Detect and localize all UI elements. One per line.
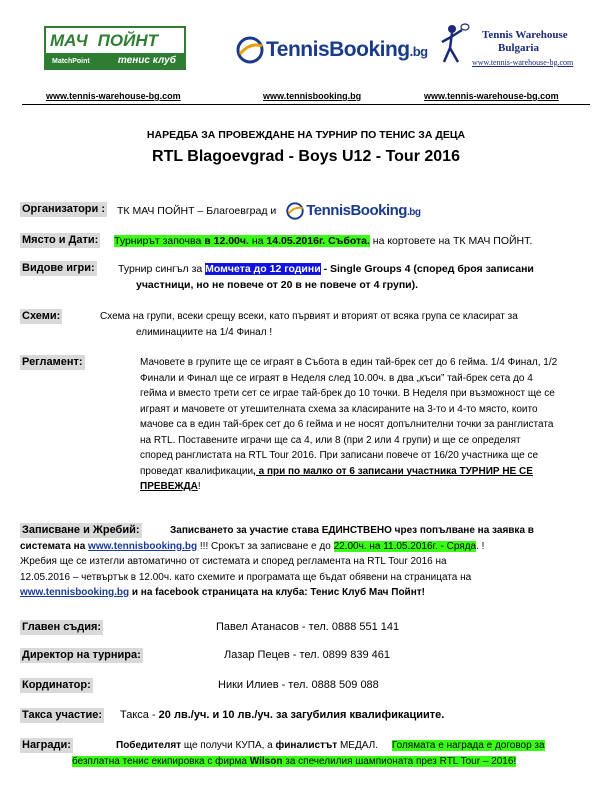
place-hl1: Турнирът започва xyxy=(114,235,205,247)
fee-label: Такса участие: xyxy=(22,709,103,721)
registration-deadline: 22.00ч. на 11.05.2016г. - Сряда xyxy=(333,540,477,552)
prizes-t1: Победителят xyxy=(116,740,182,751)
prizes-hl2b: Wilson xyxy=(249,755,283,767)
tennisbooking-inline-tld: .bg xyxy=(406,207,421,218)
registration-l4: 12.05.2016 – четвъртък в 12.00ч. като схемите и програмата ще бъдат обявени на страницата на xyxy=(20,571,472,583)
tennisbooking-logo-text: TennisBooking xyxy=(266,37,410,61)
prizes-hl2a: безплатна тенис екипировка с фирма xyxy=(72,755,250,767)
url-link-1[interactable]: www.tennis-warehouse-bg.com xyxy=(46,91,181,101)
games-hl: Момчета до 12 години xyxy=(205,263,321,275)
schemes-l1: Схема на групи, всеки срещу всеки, като първият и вторият от всяка група се класират за xyxy=(100,311,518,322)
prizes-t4: МЕДАЛ. xyxy=(337,740,378,751)
place-row xyxy=(114,234,532,248)
prizes-t3: финалистът xyxy=(275,740,338,751)
registration-l2b: !!! Срокът за записване е до xyxy=(197,540,334,552)
tw-logo-line1: Tennis Warehouse xyxy=(482,29,568,41)
registration-l2a: системата на xyxy=(20,540,89,552)
organizers-row xyxy=(117,201,420,221)
place-hl3: на xyxy=(248,235,267,247)
schemes-text xyxy=(100,309,588,340)
prizes-hl1: Голямата е награда е договор за xyxy=(391,740,545,751)
matchpoint-logo-word1: МАЧ xyxy=(50,30,88,50)
header-logos xyxy=(0,18,612,74)
place-rest: на кортовете на ТК МАЧ ПОЙНТ. xyxy=(369,235,533,247)
rules-l5: мачове са в един тай-брек сет до 6 гейма и не носят допълнителни точки за ранглистата xyxy=(140,419,554,430)
tennisbooking-inline-logo xyxy=(286,201,420,221)
director-text: Лазар Пецев - тел. 0899 839 461 xyxy=(224,649,390,661)
coordinator-text: Ники Илиев - тел. 0888 509 088 xyxy=(218,679,379,691)
tw-logo-url: www.tennis-warehouse-bg.com xyxy=(472,58,574,67)
rules-l1: Мачовете в групите ще се играят в Събота в един тай-брек сет до 6 гейма. 1/4 Финал, 1/2 xyxy=(140,357,558,368)
coordinator-label: Кординатор: xyxy=(22,679,91,691)
organizers-text: ТК МАЧ ПОЙНТ – Благоевград и xyxy=(117,205,277,218)
prizes-hl2c: за спечелилия шампионата през RTL Tour – 2016! xyxy=(282,755,517,767)
prizes-t2: ще получи КУПА, а xyxy=(181,740,276,751)
place-label: Място и Дати: xyxy=(22,234,99,246)
director-label: Директор на турнира: xyxy=(22,649,141,661)
tennisbooking-inline-text: TennisBooking xyxy=(306,202,407,219)
games-t3: участници, но не повече от 20 в не повече от 4 групи). xyxy=(136,279,419,292)
tennisbooking-logo xyxy=(236,30,428,70)
schemes-label: Схеми: xyxy=(22,310,61,322)
matchpoint-logo-sub1: MatchPoint xyxy=(52,57,90,65)
rules-label: Регламент: xyxy=(22,356,83,368)
referee-text: Павел Атанасов - тел. 0888 551 141 xyxy=(216,621,400,633)
rules-text xyxy=(140,355,588,495)
prizes-text xyxy=(20,738,588,769)
registration-l3: Жребия ще се изтегли автоматично от системата и според регламента на RTL Tour 2016 на xyxy=(20,556,447,567)
rules-l6: на RTL. Поставените играчи ще са 4, или 8 (при 2 или 4 групи) и ще се определят xyxy=(140,434,521,446)
games-t2: - Single Groups 4 (според броя записани xyxy=(320,263,534,275)
registration-l2c: . ! xyxy=(476,540,485,552)
tournament-title: RTL Blagoevgrad - Boys U12 - Tour 2016 xyxy=(152,148,460,165)
matchpoint-logo xyxy=(44,26,186,70)
registration-label: Записване и Жребий: xyxy=(22,524,140,536)
url-link-3[interactable]: www.tennis-warehouse-bg.com xyxy=(424,91,559,101)
document-title: НАРЕДБА ЗА ПРОВЕЖДАНЕ НА ТУРНИР ПО ТЕНИС ЗА ДЕЦА xyxy=(146,129,466,141)
tennis-warehouse-logo xyxy=(409,18,592,78)
registration-link-1[interactable]: www.tennisbooking.bg xyxy=(88,540,198,552)
rules-l9a: ПРЕВЕЖДА xyxy=(140,481,198,492)
url-link-2[interactable]: www.tennisbooking.bg xyxy=(263,91,362,101)
games-t1: Турнир сингъл за xyxy=(118,263,206,275)
tennisbooking-swoosh-icon xyxy=(236,36,264,64)
prizes-label: Награди: xyxy=(22,739,71,751)
rules-l8a: проведат квалификации xyxy=(140,465,254,477)
matchpoint-logo-word2: ПОЙНТ xyxy=(97,30,158,50)
registration-l1: Записването за участие става ЕДИНСТВЕНО чрез попълване на заявка в xyxy=(170,525,534,536)
tennisbooking-swoosh-icon xyxy=(286,202,304,220)
matchpoint-logo-sub2: тенис клуб xyxy=(117,54,176,66)
organizers-label: Организатори : xyxy=(22,203,105,215)
registration-l5b: и на facebook страницата на клуба: Тенис Клуб Мач Пойнт! xyxy=(129,587,425,598)
rules-l4: играят и мачовете от утешителната схема за класираните на 3-то и 4-то място, които xyxy=(140,403,538,415)
place-hl2: в 12.00ч. xyxy=(204,235,249,247)
referee-label: Главен съдия: xyxy=(22,621,102,633)
header-divider xyxy=(22,104,590,105)
rules-l3: гейма и вместо трети сет се игрaе тай-брек до 10 точки. В Неделя при възможност ще се xyxy=(140,388,555,399)
schemes-l2: елиминациите на 1/4 Финал ! xyxy=(136,326,273,338)
tennisbooking-logo-tld: .bg xyxy=(409,43,428,59)
rules-l7: според ранглистата на RTL Tour 2016. При записани повече от 16/20 участника ще се xyxy=(140,450,539,461)
games-label: Видове игри: xyxy=(22,262,95,274)
tw-logo-line2: Bulgaria xyxy=(498,42,539,54)
registration-text xyxy=(20,523,588,601)
games-row xyxy=(118,262,588,292)
fee-row xyxy=(120,708,444,723)
registration-link-2[interactable]: www.tennisbooking.bg xyxy=(20,587,130,598)
tennis-player-icon xyxy=(434,22,470,66)
fee-t1: Такса - xyxy=(120,709,159,721)
place-hl4: 14.05.2016г. Събота. xyxy=(266,235,370,247)
rules-l2: Финали и Финал ще се играят в Неделя след 10.00ч. в два „къси” тай-брек сета до 4 xyxy=(140,372,533,384)
fee-t2: 20 лв./уч. и 10 лв./уч. за загубилия квалификациите. xyxy=(158,709,445,721)
rules-l9b: ! xyxy=(197,481,201,492)
rules-l8b: , а при по малко от 6 записани участника ТУРНИР НЕ СЕ xyxy=(253,465,533,477)
